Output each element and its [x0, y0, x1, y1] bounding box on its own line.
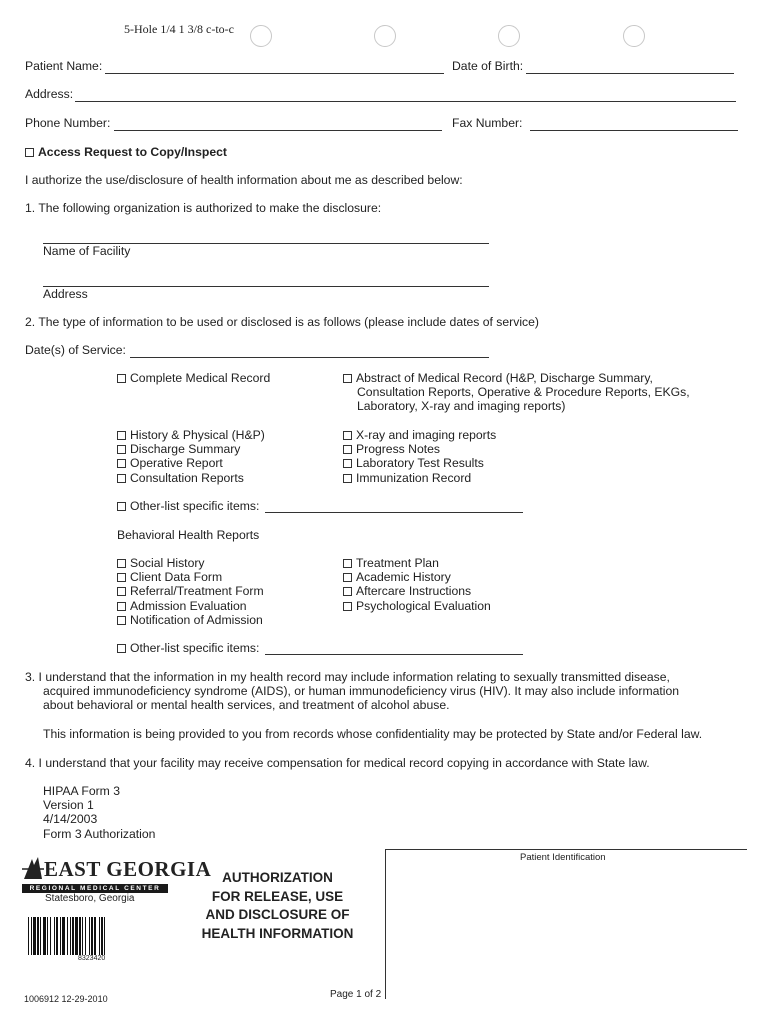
option-label: Complete Medical Record [130, 371, 271, 385]
confidentiality-note: This information is being provided to you from records whose confidentiality may be protected by State and/or Federal law. [43, 727, 703, 741]
authorize-statement: I authorize the use/disclosure of health information about me as described below: [25, 173, 463, 187]
option-aftercare[interactable] [343, 584, 491, 598]
item3-line: about behavioral or mental health services, and treatment of alcohol abuse. [43, 698, 450, 713]
barcode-bar [85, 917, 86, 955]
option-label: Other-list specific items: [130, 499, 260, 513]
fax-label: Fax Number: [452, 116, 523, 130]
barcode-bar [70, 917, 71, 955]
hipaa-line: Form 3 Authorization [43, 826, 156, 841]
checkbox[interactable] [117, 459, 126, 468]
option-label: Abstract of Medical Record (H&P, Discharge Summary, [356, 371, 653, 385]
option-label: Discharge Summary [130, 442, 241, 457]
checkbox[interactable] [343, 445, 352, 454]
option-label: Social History [130, 556, 205, 570]
form-title-line: AND DISCLOSURE OF [205, 907, 350, 922]
punch-hole [623, 25, 645, 47]
option-complete-record[interactable] [117, 371, 270, 385]
patient-name-field[interactable] [105, 73, 444, 74]
hipaa-line: Version 1 [43, 798, 94, 813]
access-request-label: Access Request to Copy/Inspect [38, 145, 227, 159]
option-label: Operative Report [130, 456, 223, 471]
option-label-cont: Consultation Reports, Operative & Procedure Reports, EKGs, [357, 385, 690, 400]
phone-label: Phone Number: [25, 116, 111, 130]
barcode-bar [28, 917, 29, 955]
patient-name-label: Patient Name: [25, 59, 103, 73]
page-indicator: Page 1 of 2 [330, 989, 382, 1000]
logo-emblem-icon [22, 855, 44, 881]
form-title-line: AUTHORIZATION [222, 870, 333, 885]
barcode-bar [72, 917, 74, 955]
barcode-bar [40, 917, 41, 955]
option-label: Consultation Reports [130, 470, 244, 485]
checkbox[interactable] [117, 374, 126, 383]
checkbox[interactable] [117, 616, 126, 625]
barcode-bar [101, 917, 103, 955]
form-number: 1006912 12-29-2010 [24, 994, 108, 1004]
checkbox[interactable] [117, 602, 126, 611]
option-label: Referral/Treatment Form [130, 584, 264, 599]
barcode-bar [54, 917, 55, 955]
checkbox[interactable] [343, 374, 352, 383]
checkbox[interactable] [117, 587, 126, 596]
item1-text: 1. The following organization is authorized to make the disclosure: [25, 201, 382, 215]
option-label: History & Physical (H&P) [130, 428, 265, 442]
barcode-bar [31, 917, 32, 955]
checkbox[interactable] [117, 445, 126, 454]
facility-address-label: Address [43, 287, 88, 301]
records-right-list [343, 428, 496, 485]
facility-address-field[interactable] [43, 286, 489, 287]
records-left-list [117, 428, 265, 485]
option-label: X-ray and imaging reports [356, 428, 497, 442]
option-label: Laboratory Test Results [356, 456, 484, 471]
option-label: Admission Evaluation [130, 598, 247, 613]
punch-note: 5-Hole 1/4 1 3/8 c-to-c [124, 22, 234, 36]
facility-name-label: Name of Facility [43, 244, 131, 258]
option-label: Psychological Evaluation [356, 598, 491, 613]
hospital-logo [22, 855, 212, 893]
option-label: Other-list specific items: [130, 641, 260, 655]
option-label: Progress Notes [356, 442, 440, 457]
option-consultation[interactable] [117, 471, 265, 485]
item3-line: 3. I understand that the information in my health record may include information relating to sexually transmitted disease, [25, 670, 670, 684]
checkbox[interactable] [117, 431, 126, 440]
address-label: Address: [25, 87, 74, 101]
fax-field[interactable] [530, 130, 738, 131]
barcode-bar [91, 917, 93, 955]
behavioral-left-list [117, 556, 264, 627]
item2-text: 2. The type of information to be used or disclosed is as follows (please include dates of service) [25, 315, 539, 329]
option-notification[interactable] [117, 613, 264, 627]
barcode-bar [33, 917, 36, 955]
barcode-bar [43, 917, 46, 955]
punch-hole [498, 25, 520, 47]
option-referral[interactable] [117, 584, 264, 598]
dob-label: Date of Birth: [452, 59, 524, 73]
checkbox[interactable] [117, 573, 126, 582]
option-discharge[interactable] [117, 442, 265, 456]
patient-id-rule [385, 849, 747, 850]
option-operative[interactable] [117, 456, 265, 470]
form-title-line: FOR RELEASE, USE [211, 888, 344, 904]
item3-text [25, 670, 679, 713]
checkbox[interactable] [117, 559, 126, 568]
option-label: Academic History [356, 570, 451, 585]
option-label: Notification of Admission [130, 612, 263, 627]
option-treatment-plan[interactable] [343, 556, 491, 570]
punch-hole [374, 25, 396, 47]
punch-hole [250, 25, 272, 47]
behavioral-right-list [343, 556, 491, 613]
option-psych-eval[interactable] [343, 599, 491, 613]
form-title-line: HEALTH INFORMATION [201, 925, 354, 941]
checkbox[interactable] [117, 502, 126, 511]
option-admission-eval[interactable] [117, 599, 264, 613]
barcode-bar [50, 917, 51, 955]
option-abstract-record[interactable] [343, 371, 690, 414]
barcode-icon [28, 917, 156, 955]
barcode-number: 8323420 [78, 955, 106, 962]
barcode-bar [47, 917, 48, 955]
checkbox[interactable] [343, 474, 352, 483]
option-lab[interactable] [343, 456, 496, 470]
barcode-bar [37, 917, 39, 955]
option-behavioral-other[interactable] [117, 641, 259, 655]
barcode-bar [99, 917, 100, 955]
dob-field[interactable] [526, 73, 734, 74]
barcode-bar [67, 917, 68, 955]
behavioral-heading: Behavioral Health Reports [117, 528, 260, 542]
barcode-bar [94, 917, 96, 955]
option-label: Immunization Record [356, 470, 472, 485]
access-request-option[interactable] [25, 145, 227, 159]
option-xray[interactable] [343, 428, 496, 442]
item4-text: 4. I understand that your facility may receive compensation for medical record copying in accordance with State law. [25, 756, 650, 770]
patient-id-divider [385, 849, 386, 999]
option-label-cont: Laboratory, X-ray and imaging reports) [357, 399, 566, 414]
barcode-bar [60, 917, 61, 955]
records-other-field[interactable] [265, 512, 523, 513]
option-records-other[interactable] [117, 499, 259, 513]
checkbox[interactable] [117, 474, 126, 483]
address-field[interactable] [75, 101, 736, 102]
checkbox[interactable] [343, 559, 352, 568]
hipaa-line: HIPAA Form 3 [43, 784, 120, 798]
barcode-bar [56, 917, 58, 955]
barcode-bar [75, 917, 78, 955]
dates-of-service-label: Date(s) of Service: [25, 343, 126, 357]
dates-of-service-field[interactable] [130, 357, 489, 358]
logo-subtitle: REGIONAL MEDICAL CENTER [22, 884, 168, 893]
patient-id-label: Patient Identification [520, 852, 606, 863]
option-progress[interactable] [343, 442, 496, 456]
option-label: Treatment Plan [356, 556, 439, 570]
behavioral-other-field[interactable] [265, 654, 523, 655]
option-client-data[interactable] [117, 570, 264, 584]
checkbox[interactable] [117, 644, 126, 653]
phone-field[interactable] [114, 130, 442, 131]
form-title [180, 869, 375, 943]
access-request-checkbox[interactable] [25, 148, 34, 157]
checkbox[interactable] [343, 602, 352, 611]
barcode-bar [82, 917, 83, 955]
checkbox[interactable] [343, 459, 352, 468]
barcode-bar [104, 917, 105, 955]
option-immunization[interactable] [343, 471, 496, 485]
checkbox[interactable] [343, 431, 352, 440]
option-label: Aftercare Instructions [356, 584, 472, 599]
barcode-bar [89, 917, 90, 955]
option-social-history[interactable] [117, 556, 264, 570]
barcode-bar [79, 917, 81, 955]
option-hp[interactable] [117, 428, 265, 442]
hipaa-line: 4/14/2003 [43, 812, 98, 827]
item3-line: acquired immunodeficiency syndrome (AIDS), or human immunodeficiency virus (HIV). It may also include information [43, 684, 680, 699]
checkbox[interactable] [343, 587, 352, 596]
logo-name: EAST GEORGIA [44, 857, 212, 881]
hospital-city: Statesboro, Georgia [45, 893, 135, 904]
option-label: Client Data Form [130, 570, 223, 585]
barcode-bar [62, 917, 65, 955]
option-academic[interactable] [343, 570, 491, 584]
hipaa-info [43, 784, 155, 841]
checkbox[interactable] [343, 573, 352, 582]
